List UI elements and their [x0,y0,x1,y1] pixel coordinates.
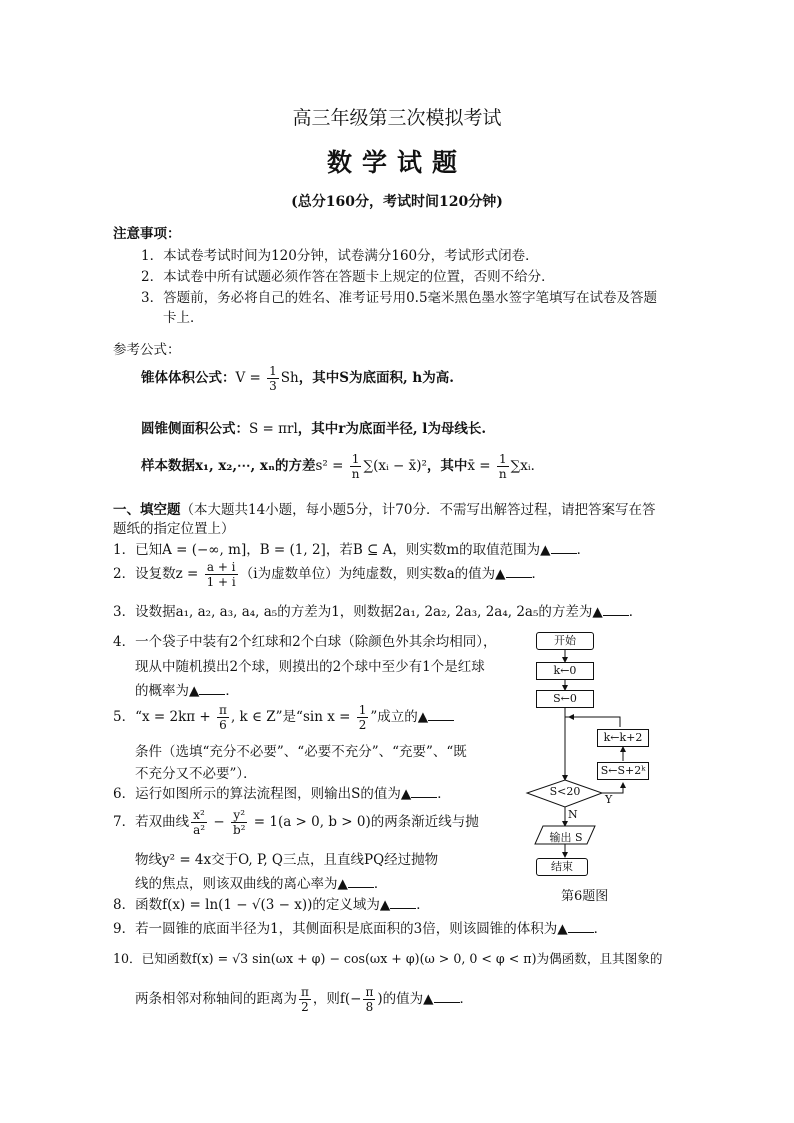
denominator: 6 [217,717,229,732]
question-2-pre: 2．设复数z = [113,566,203,582]
denominator: b² [232,823,246,837]
fraction [363,985,375,1014]
flowchart-update-s: S←S+2ᵏ [597,762,649,780]
numerator: y² [233,808,246,822]
denominator: n [351,467,360,481]
section1-heading: 一、填空题 [113,502,181,518]
cone-lateral-label: 圆锥侧面积公式： [141,421,249,437]
notice-item-3: 3．答题前，务必将自己的姓名、准考证号用0.5毫米黑色墨水签字笔填写在试卷及答题 [141,290,658,306]
numerator: π [219,703,227,717]
answer-blank [411,785,437,798]
question-7-text: 线的焦点，则该双曲线的离心率为▲ [135,876,348,892]
fraction [205,560,238,589]
denominator: 8 [363,999,375,1014]
question-5-pre: 5．“x = 2kπ + [113,709,216,725]
answer-blank [568,920,594,933]
answer-blank [428,708,454,721]
question-3-text: 3．设数据a₁, a₂, a₃, a₄, a₅的方差为1，则数据2a₁, 2a₂, 2a₃, 2a₄, 2a₅的方差为▲ [113,604,603,620]
period: ． [531,566,546,582]
variance-lhs: s² = [315,458,348,474]
period: ． [576,542,591,558]
end-dot: ． [530,458,545,474]
denominator: 2 [358,718,367,732]
answer-blank [506,565,532,578]
answer-blank [348,875,374,888]
cone-lateral-note: ，其中r为底面半径, l为母线长. [297,421,487,437]
notice-item-1: 1．本试卷考试时间为120分钟，试卷满分160分，考试形式闭卷． [141,248,539,264]
period: ． [593,921,608,937]
question-8-text: 8．函数f(x) = ln(1 − √(3 − x))的定义域为▲ [113,897,391,913]
flowchart-yes-label: Y [605,793,613,806]
period: ． [459,991,474,1007]
question-4-text: 的概率为▲ [135,683,200,699]
subject-title: 数学试题 [326,148,467,177]
question-10-line-2 [135,985,473,1014]
minus: − [209,814,229,830]
question-7-post: = 1(a > 0, b > 0)的两条渐近线与抛 [249,814,479,830]
question-5-line-3: 不充分又不必要”）． [135,766,257,782]
question-1 [113,538,590,558]
variance-formula [141,452,544,481]
numerator: 1 [351,452,360,466]
section1-header [113,498,655,518]
formulas-heading: 参考公式： [113,342,181,358]
question-10-pre: 两条相邻对称轴间的距离为 [135,991,297,1007]
fraction [191,808,207,837]
cone-volume-label: 锥体体积公式： [141,370,236,386]
answer-blank [603,603,629,616]
question-5-post: ”成立的▲ [370,709,429,725]
fraction [350,452,362,481]
denominator: n [498,467,507,481]
question-4-line-2: 现从中随机摸出2个球，则摸出的2个球中至少有1个是红球 [135,659,485,675]
question-9 [113,917,607,937]
numerator: 1 [498,452,507,466]
flowchart-end: 结束 [536,858,588,876]
flowchart-condition: S<20 [549,785,581,798]
answer-blank [390,896,416,909]
period: ． [437,786,451,802]
notice-item-3-cont: 卡上． [163,310,204,326]
period: ． [628,604,643,620]
question-7-line-2: 物线y² = 4x交于O, P, Q三点，且直线PQ经过抛物 [135,852,439,868]
fraction [267,364,279,393]
cone-volume-rhs: Sh [280,370,299,386]
question-4-line-1: 4．一个袋子中装有2个红球和2个白球（除颜色外其余均相同）， [113,634,497,650]
mean-lhs: x̄ = [467,458,495,474]
flowchart-update-k: k←k+2 [597,729,649,747]
notice-heading: 注意事项： [113,226,181,242]
question-10-post: )的值为▲ [377,991,434,1007]
denominator: 1 + i [206,575,236,589]
question-4-line-3 [135,679,239,699]
denominator: 3 [269,379,277,393]
answer-blank [199,682,225,695]
denominator: a² [193,823,206,837]
mean-sum: ∑xᵢ [510,458,531,474]
notice-item-2: 2．本试卷中所有试题必须作答在答题卡上规定的位置，否则不给分． [141,269,555,285]
question-10-mid: ，则f(− [312,991,362,1007]
answer-blank [434,990,460,1003]
variance-sum: ∑(xᵢ − x̄)² [363,458,427,474]
flowchart-init-s: S←0 [536,690,594,708]
fraction [217,703,229,732]
cone-lateral-formula [141,417,486,437]
fraction [357,703,369,732]
variance-label: 样本数据x₁, x₂,⋯, xₙ的方差 [141,458,316,474]
question-7-line-3 [135,872,387,892]
cone-volume-formula [141,364,454,393]
question-8 [113,893,430,913]
variance-mid: ，其中 [426,458,468,474]
section1-desc: （本大题共14小题，每小题5分，计70分．不需写出解答过程，请把答案写在答 [180,502,656,518]
flowchart-caption: 第6题图 [561,889,609,904]
question-9-text: 9．若一圆锥的底面半径为1，其侧面积是底面积的3倍，则该圆锥的体积为▲ [113,921,568,937]
question-2-post: （i为虚数单位）为纯虚数，则实数a的值为▲ [239,566,506,582]
numerator: 1 [269,364,277,378]
numerator: a + i [206,560,236,574]
cone-volume-lhs: V = [235,370,266,386]
flowchart-output: 输出 S [549,831,583,844]
numerator: x² [193,808,205,822]
exam-title: 高三年级第三次模拟考试 [292,107,502,129]
exam-subtitle: (总分160分，考试时间120分钟) [291,194,503,210]
flowchart-start: 开始 [536,632,594,650]
period: ． [225,683,239,699]
flowchart-init-k: k←0 [536,662,594,680]
question-1-text: 1．已知A = (−∞, m]，B = (1, 2]，若B ⊆ A，则实数m的取值范围为▲ [113,542,551,558]
question-5-mid: , k ∈ Z”是“sin x = [230,709,355,725]
question-3 [113,600,642,620]
question-5-line-2: 条件（选填“充分不必要”、“必要不充分”、“充要”、“既 [135,744,467,760]
numerator: 1 [358,703,367,717]
question-6-text: 6．运行如图所示的算法流程图，则输出S的值为▲ [113,786,412,802]
answer-blank [551,541,577,554]
flowchart-no-label: N [568,808,578,821]
question-2 [113,560,545,589]
question-7-pre: 7．若双曲线 [113,814,190,830]
period: ． [373,876,388,892]
denominator: 2 [299,999,311,1014]
fraction [299,985,311,1014]
fraction [231,808,248,837]
period: ． [416,897,430,913]
fraction [497,452,509,481]
numerator: π [301,985,309,999]
section1-desc-cont: 题纸的指定位置上） [113,521,235,537]
question-6 [113,782,451,802]
cone-volume-note: ，其中S为底面积, h为高. [298,370,454,386]
numerator: π [365,985,374,999]
question-7 [113,808,479,837]
question-5 [113,703,454,732]
cone-lateral-expr: S = πrl [249,421,298,437]
question-10-line-1: 10．已知函数f(x) = √3 sin(ωx + φ) − cos(ωx + φ)(ω > 0, 0 < φ < π)为偶函数，且其图象的 [113,951,663,966]
